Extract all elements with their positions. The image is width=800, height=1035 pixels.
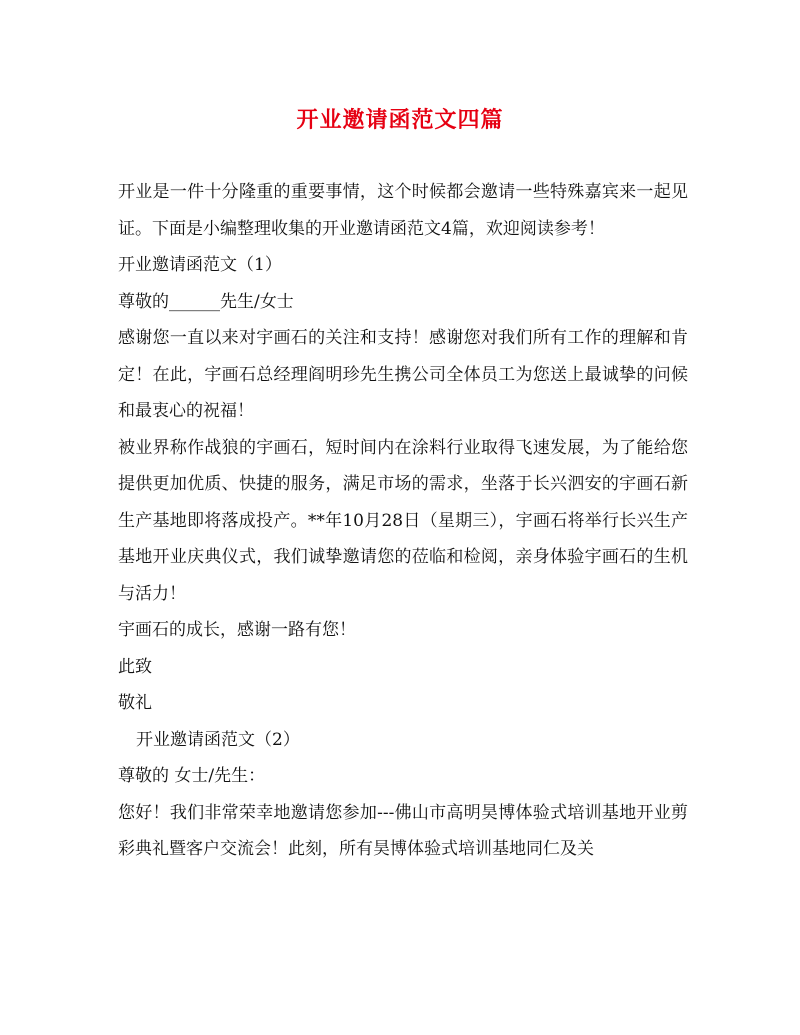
letter-paragraph-growth: 宇画石的成长，感谢一路有您！	[118, 620, 356, 640]
document-body	[118, 174, 688, 868]
intro-paragraph: 开业是一件十分隆重的重要事情，这个时候都会邀请一些特殊嘉宾来一起见证。下面是小编整理收集的开业邀请函范文4篇，欢迎阅读参考！	[118, 182, 688, 239]
salutation-1: 尊敬的______先生/女士	[118, 291, 294, 312]
closing-line-2: 敬礼	[118, 693, 152, 713]
document-title: 开业邀请函范文四篇	[296, 107, 504, 133]
letter-paragraph-event: 被业界称作战狼的宇画石，短时间内在涂料行业取得飞速发展，为了能给您提供更加优质、快捷的服务，满足市场的需求，坐落于长兴泗安的宇画石新生产基地即将落成投产。**年10月28日（星期三），宇画石将举行长兴生产基地开业庆典仪式，我们诚挚邀请您的莅临和检阅，亲身体验宇画石的生机与活力！	[118, 437, 688, 604]
section-heading-2: 开业邀请函范文（2）	[136, 729, 300, 750]
section-heading-1: 开业邀请函范文（1）	[118, 255, 282, 275]
salutation-2: 尊敬的 女士/先生：	[118, 766, 266, 786]
letter-paragraph-invitation: 您好！我们非常荣幸地邀请您参加---佛山市高明昊博体验式培训基地开业剪彩典礼暨客户交流会！此刻，所有昊博体验式培训基地同仁及关	[118, 802, 688, 859]
letter-paragraph-thanks: 感谢您一直以来对宇画石的关注和支持！感谢您对我们所有工作的理解和肯定！在此，宇画石总经理阎明珍先生携公司全体员工为您送上最诚挚的问候和最衷心的祝福！	[118, 328, 688, 421]
closing-line-1: 此致	[118, 656, 152, 677]
